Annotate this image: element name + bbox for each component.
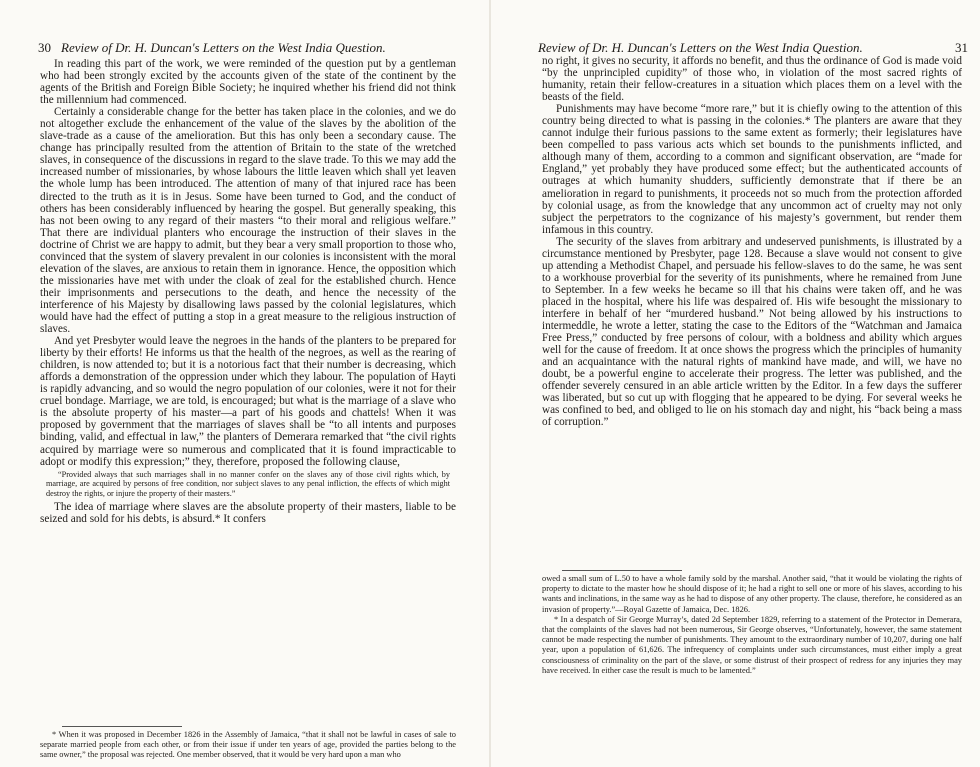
- right-paragraph-1: no right, it gives no security, it affords no benefit, and thus the ordinance of God is made void “by the unprincipled cupidity” of those who, in violation of the most sacred rights of humanity, retain their fellow-creatures in a situation which places them on a level with the beasts of the field.: [542, 55, 962, 104]
- left-paragraph-3: And yet Presbyter would leave the negroes in the hands of the planters to be prepared for liberty by their efforts! He informs us that the health of the negroes, as well as the rearing of children, is now attended to; but it is a notorious fact that their number is decreasing, which affords a demonstration of the oppression under which they labour. The population of Hayti is rapidly advancing, and so would the negro population of our colonies, were it not for their cruel bondage. Marriage, we are told, is encouraged; but what is the marriage of a slave who is the absolute property of his master—a part of his goods and chattels! When it was proposed by government that the marriages of slaves shall be “to all intents and purposes binding, valid, and effectual in law,” the planters of Demerara remarked that “the civil rights acquired by marriage were so numerous and complicated that it is found impracticable to adopt or modify this expression;” they, therefore, proposed the following clause,: [40, 335, 456, 468]
- left-header-title: Review of Dr. H. Duncan's Letters on the West India Question.: [61, 40, 386, 55]
- left-paragraph-4: The idea of marriage where slaves are the absolute property of their masters, liable to be seized and sold for his debts, is absurd.* It confers: [40, 501, 456, 526]
- left-footnotes: [40, 730, 456, 761]
- left-paragraph-1: In reading this part of the work, we were reminded of the question put by a gentleman who had been strongly excited by the accounts given of the state of the continent by the agents of the British and Foreign Bible Society; he inquired whether his friend did not think the millennium had commenced.: [40, 58, 456, 107]
- right-page-number: 31: [955, 40, 968, 55]
- right-footnote-rule: [562, 570, 682, 571]
- right-running-header: [538, 40, 968, 56]
- right-header-title: Review of Dr. H. Duncan's Letters on the West India Question.: [538, 40, 863, 55]
- right-footnote-continuation: owed a small sum of L.50 to have a whole family sold by the marshal. Another said, “that it would be violating the rights of property to dictate to the master how he should dispose of it; he had a right to sell one or more of his slaves, according to his wants and inclinations, in the same way as he had to dispose of any other property. The clause, therefore, he considered as an invasion of property.”—Royal Gazette of Jamaica, Dec. 1826.: [542, 574, 962, 614]
- left-footnote-rule: [62, 726, 182, 727]
- right-body-text: [542, 55, 962, 428]
- right-footnotes: [542, 574, 962, 676]
- right-footnote-2: * In a despatch of Sir George Murray’s, dated 2d September 1829, referring to a statement of the Protector in Demerara, that the complaints of the slaves had not been numerous, Sir George observes, “Unfortunately, however, the same statement cannot be made respecting the number of punishments. They amount to the extraordinary number of 10,207, during one half year, upon a population of 61,626. The infrequency of complaints under such circumstances, must either imply a great consciousness of criminality on the part of the slave, or some distrust of their prospect of redress for any injuries they may have received. In either case the result is much to be lamented.”: [542, 614, 962, 675]
- left-block-quote: “Provided always that such marriages shall in no manner confer on the slaves any of those civil rights which, by marriage, are acquired by persons of free condition, nor subject slaves to any penal infliction, the effects of which might destroy the rights, or injure the property of their masters.”: [46, 469, 450, 498]
- left-paragraph-2: Certainly a considerable change for the better has taken place in the colonies, and we do not altogether exclude the enhancement of the value of the slaves by the abolition of the slave-trade as a cause of the amelioration. But this has only been a secondary cause. The change has principally resulted from the attention of Britain to the state of the wretched slaves, in consequence of the discussions in regard to the slave trade. To this we may add the increased number of missionaries, by whose labours the little leaven which shall yet leaven the whole lump has been introduced. The attention of many of that injured race has been directed to the truth as it is in Jesus. Some have been turned to God, and the conduct of others has been considerably influenced by hearing the gospel. But generally speaking, this has not been owing to any regard of their masters “to their moral and religious welfare.” That there are individual planters who encourage the instruction of their slaves in the doctrine of Christ we are happy to admit, but they bear a very small proportion to those who, convinced that the system of slavery prevalent in our colonies is inconsistent with the moral elevation of the slaves, are anxious to retain them in ignorance. Hence, the opposition which the missionaries have met with under the cloak of zeal for the established church. Hence their imprisonments and persecutions to the death, and hence the necessity of the interference of his Majesty by disallowing laws passed by the colonial legislatures, which would have had the effect of putting a stop in a great measure to the religious instruction of slaves.: [40, 106, 456, 336]
- left-running-header: [38, 40, 458, 56]
- right-paragraph-2: Punishments may have become “more rare,” but it is chiefly owing to the attention of this country being directed to what is passing in the colonies.* The planters are aware that they cannot indulge their furious passions to the same extent as formerly; their legislatures have been compelled to pass various acts which set bounds to the punishments inflicted, and although many of them, according to a common and significant observation, are “made for England,” yet probably they have produced some effect; but the authenticated accounts of outrages at which humanity shudders, sufficiently demonstrate that if there be an amelioration in regard to punishments, it proceeds not so much from the protection afforded by colonial usage, as from the knowledge that any uncommon act of cruelty may not only subject the perpetrators to the cognizance of his majesty’s government, but render them infamous in this country.: [542, 103, 962, 236]
- left-page-number: 30: [38, 40, 51, 55]
- left-footnote-1: * When it was proposed in December 1826 in the Assembly of Jamaica, “that it shall not be lawful in cases of sale to separate married people from each other, or from their issue if under ten years of age, provided the parties belong to the same owner,” the proposal was rejected. One member observed, that it would be very hard upon a man who: [40, 730, 456, 760]
- left-body-text: [40, 58, 456, 525]
- right-paragraph-3: The security of the slaves from arbitrary and undeserved punishments, is illustrated by a circumstance mentioned by Presbyter, page 128. Because a slave would not consent to give up attending a Methodist Chapel, and persuade his fellow-slaves to do the same, he was sent to a workhouse proverbial for the severity of its punishments, where he remained from June to September. In a few weeks he became so ill that his chains were taken off, and he was placed in the hospital, where his life was despaired of. His wife besought the missionary to interfere in behalf of her “murdered husband.” Not being allowed by his instructions to intermeddle, he wrote a letter, stating the case to the Editors of the “Watchman and Jamaica Free Press,” conducted by free persons of colour, with a boldness and ability which argues well for the cause of freedom. It at once shows the progress which the principles of humanity and an acquaintance with the natural rights of mankind have made, and will, we have no doubt, be a powerful engine to accelerate their progress. The letter was published, and the offender severely censured in an able article written by the Editor. In a few days the sufferer was liberated, but so cut up with flogging that he appeared to be dying. For several weeks he was confined to bed, and obliged to lie on his stomach day and night, his “back being a mass of corruption.”: [542, 235, 962, 429]
- right-page: [490, 0, 980, 767]
